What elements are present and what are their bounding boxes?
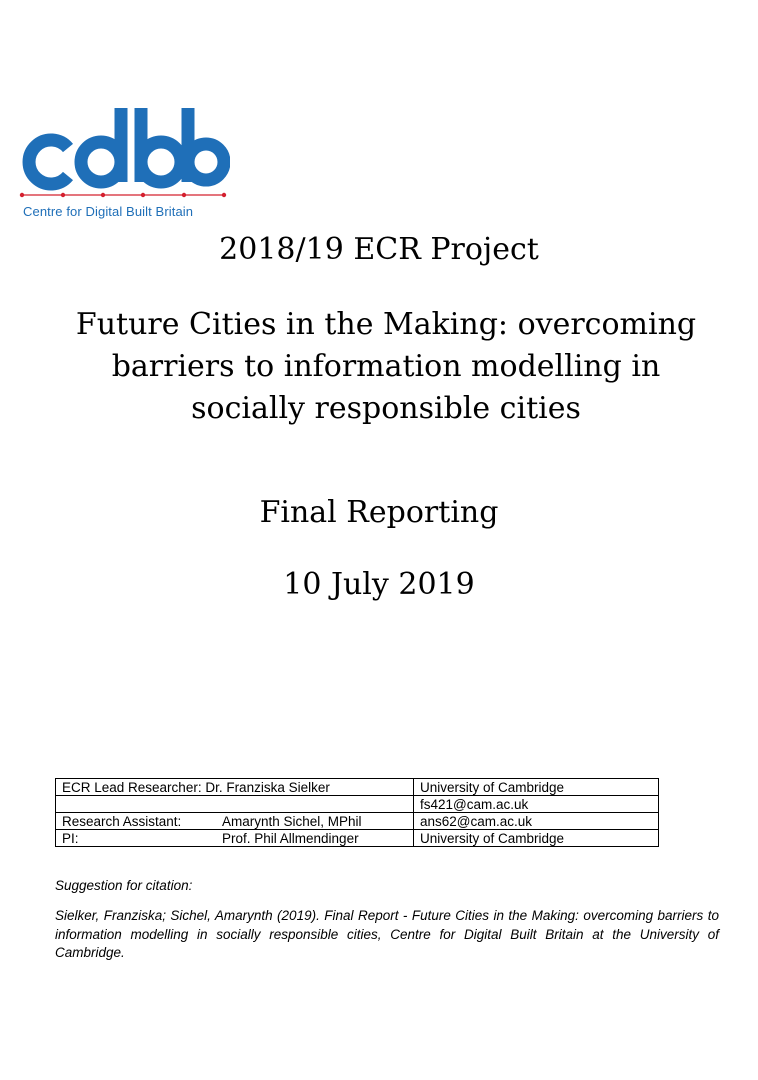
table-cell: [56, 830, 414, 847]
citation-heading: Suggestion for citation:: [55, 878, 193, 893]
table-row: [56, 779, 659, 796]
cdbb-wordmark-icon: [18, 100, 230, 200]
pi-name: Prof. Phil Allmendinger: [222, 831, 359, 846]
table-cell: [56, 779, 414, 796]
info-table: [55, 778, 659, 847]
research-assistant-name: Amarynth Sichel, MPhil: [222, 814, 362, 829]
table-cell: fs421@cam.ac.uk: [414, 796, 659, 813]
table-cell: [56, 796, 414, 813]
research-assistant-label: Research Assistant:: [62, 814, 182, 829]
reporting-heading: Final Reporting: [259, 495, 499, 530]
table-row: [56, 813, 659, 830]
table-cell: ans62@cam.ac.uk: [414, 813, 659, 830]
table-row: [56, 830, 659, 847]
report-date: 10 July 2019: [283, 567, 475, 602]
logo-subtitle: Centre for Digital Built Britain: [23, 204, 194, 219]
lead-researcher-label: ECR Lead Researcher: Dr. Franziska Sielker: [62, 780, 330, 795]
table-cell: [56, 813, 414, 830]
project-line: 2018/19 ECR Project: [219, 232, 539, 267]
citation-text: Sielker, Franziska; Sichel, Amarynth (2019). Final Report - Future Cities in the Making: overcoming barriers to information modelling in socially responsible cities, Centre for Digital Built Britain at the University of Cambridge.: [55, 908, 719, 960]
table-cell: University of Cambridge: [414, 830, 659, 847]
table-row: [56, 796, 659, 813]
table-cell: University of Cambridge: [414, 779, 659, 796]
pi-label: PI:: [62, 831, 79, 846]
report-title: Future Cities in the Making: overcoming barriers to information modelling in socially responsible cities: [75, 307, 697, 426]
